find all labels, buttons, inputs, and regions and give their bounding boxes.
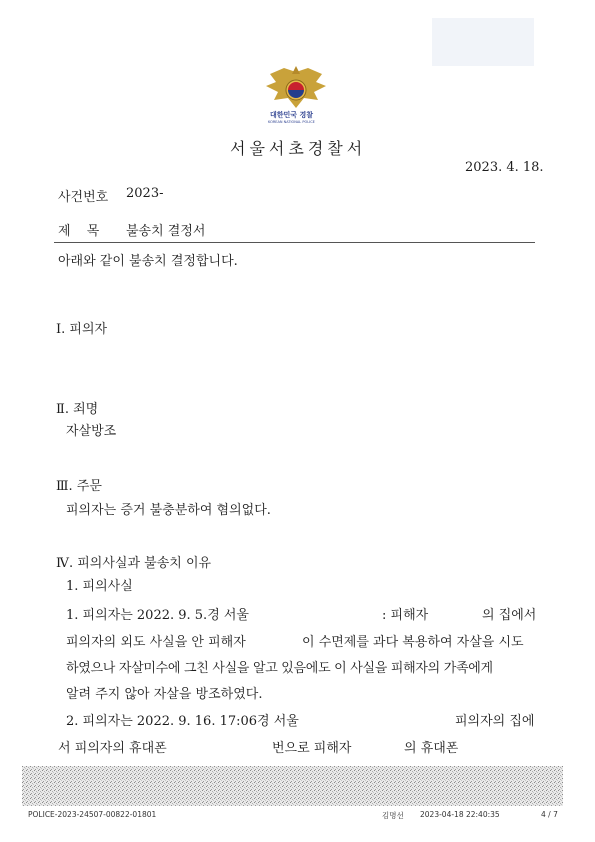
fact1-line4: 알려 주지 않아 자살을 방조하였다. bbox=[66, 687, 263, 702]
case-number-value: 2023- bbox=[126, 186, 164, 201]
section-charge-body: 자살방조 bbox=[66, 424, 117, 439]
fact1-line1-b: : 피해자 bbox=[382, 608, 429, 623]
office-title: 서울서초경찰서 bbox=[230, 139, 367, 158]
fact2-line2-c: 의 휴대폰 bbox=[404, 741, 459, 756]
fact2-line1-a: 2. 피의자는 2022. 9. 16. 17:06경 서울 bbox=[66, 714, 299, 729]
fact2-line2-b: 번으로 피해자 bbox=[272, 741, 352, 756]
fact1-line1-a: 1. 피의자는 2022. 9. 5.경 서울 bbox=[66, 608, 249, 623]
footer-document-id: POLICE-2023-24507-00822-01801 bbox=[28, 810, 157, 819]
emblem-name-ko: 대한민국 경찰 bbox=[270, 111, 314, 119]
fact2-line2-a: 서 피의자의 휴대폰 bbox=[58, 741, 167, 756]
section-suspect-title: Ⅰ. 피의자 bbox=[56, 322, 108, 337]
fact1-line3: 하였으나 자살미수에 그친 사실을 알고 있음에도 이 사실을 피해자의 가족에게 bbox=[66, 661, 493, 676]
fact1-line2-a: 피의자의 외도 사실을 안 피해자 bbox=[66, 635, 246, 650]
section-reasons-sub1: 1. 피의사실 bbox=[66, 579, 133, 594]
fact2-line1-b: 피의자의 집에 bbox=[455, 714, 535, 729]
section-charge-title: Ⅱ. 죄명 bbox=[56, 402, 99, 417]
section-order-title: Ⅲ. 주문 bbox=[56, 479, 102, 494]
fact1-line1-c: 의 집에서 bbox=[482, 608, 537, 623]
divider bbox=[54, 242, 535, 243]
fact1-line2-b: 이 수면제를 과다 복용하여 자살을 시도 bbox=[302, 635, 524, 650]
emblem-name-en: KOREAN NATIONAL POLICE bbox=[268, 120, 315, 124]
case-number-label: 사건번호 bbox=[58, 190, 109, 205]
subject-value: 불송치 결정서 bbox=[126, 224, 206, 239]
footer-author: 김명선 bbox=[382, 811, 404, 820]
section-reasons-title: Ⅳ. 피의사실과 불송치 이유 bbox=[56, 556, 212, 571]
footer-timestamp: 2023-04-18 22:40:35 bbox=[420, 810, 500, 819]
redaction-box bbox=[432, 18, 534, 66]
subject-label: 제 목 bbox=[58, 224, 106, 239]
footer-page-number: 4 / 7 bbox=[541, 810, 558, 819]
section-order-body: 피의자는 증거 불충분하여 혐의없다. bbox=[66, 503, 271, 518]
document-date: 2023. 4. 18. bbox=[465, 160, 544, 175]
intro-text: 아래와 같이 불송치 결정합니다. bbox=[58, 254, 238, 269]
security-pattern bbox=[22, 766, 563, 806]
